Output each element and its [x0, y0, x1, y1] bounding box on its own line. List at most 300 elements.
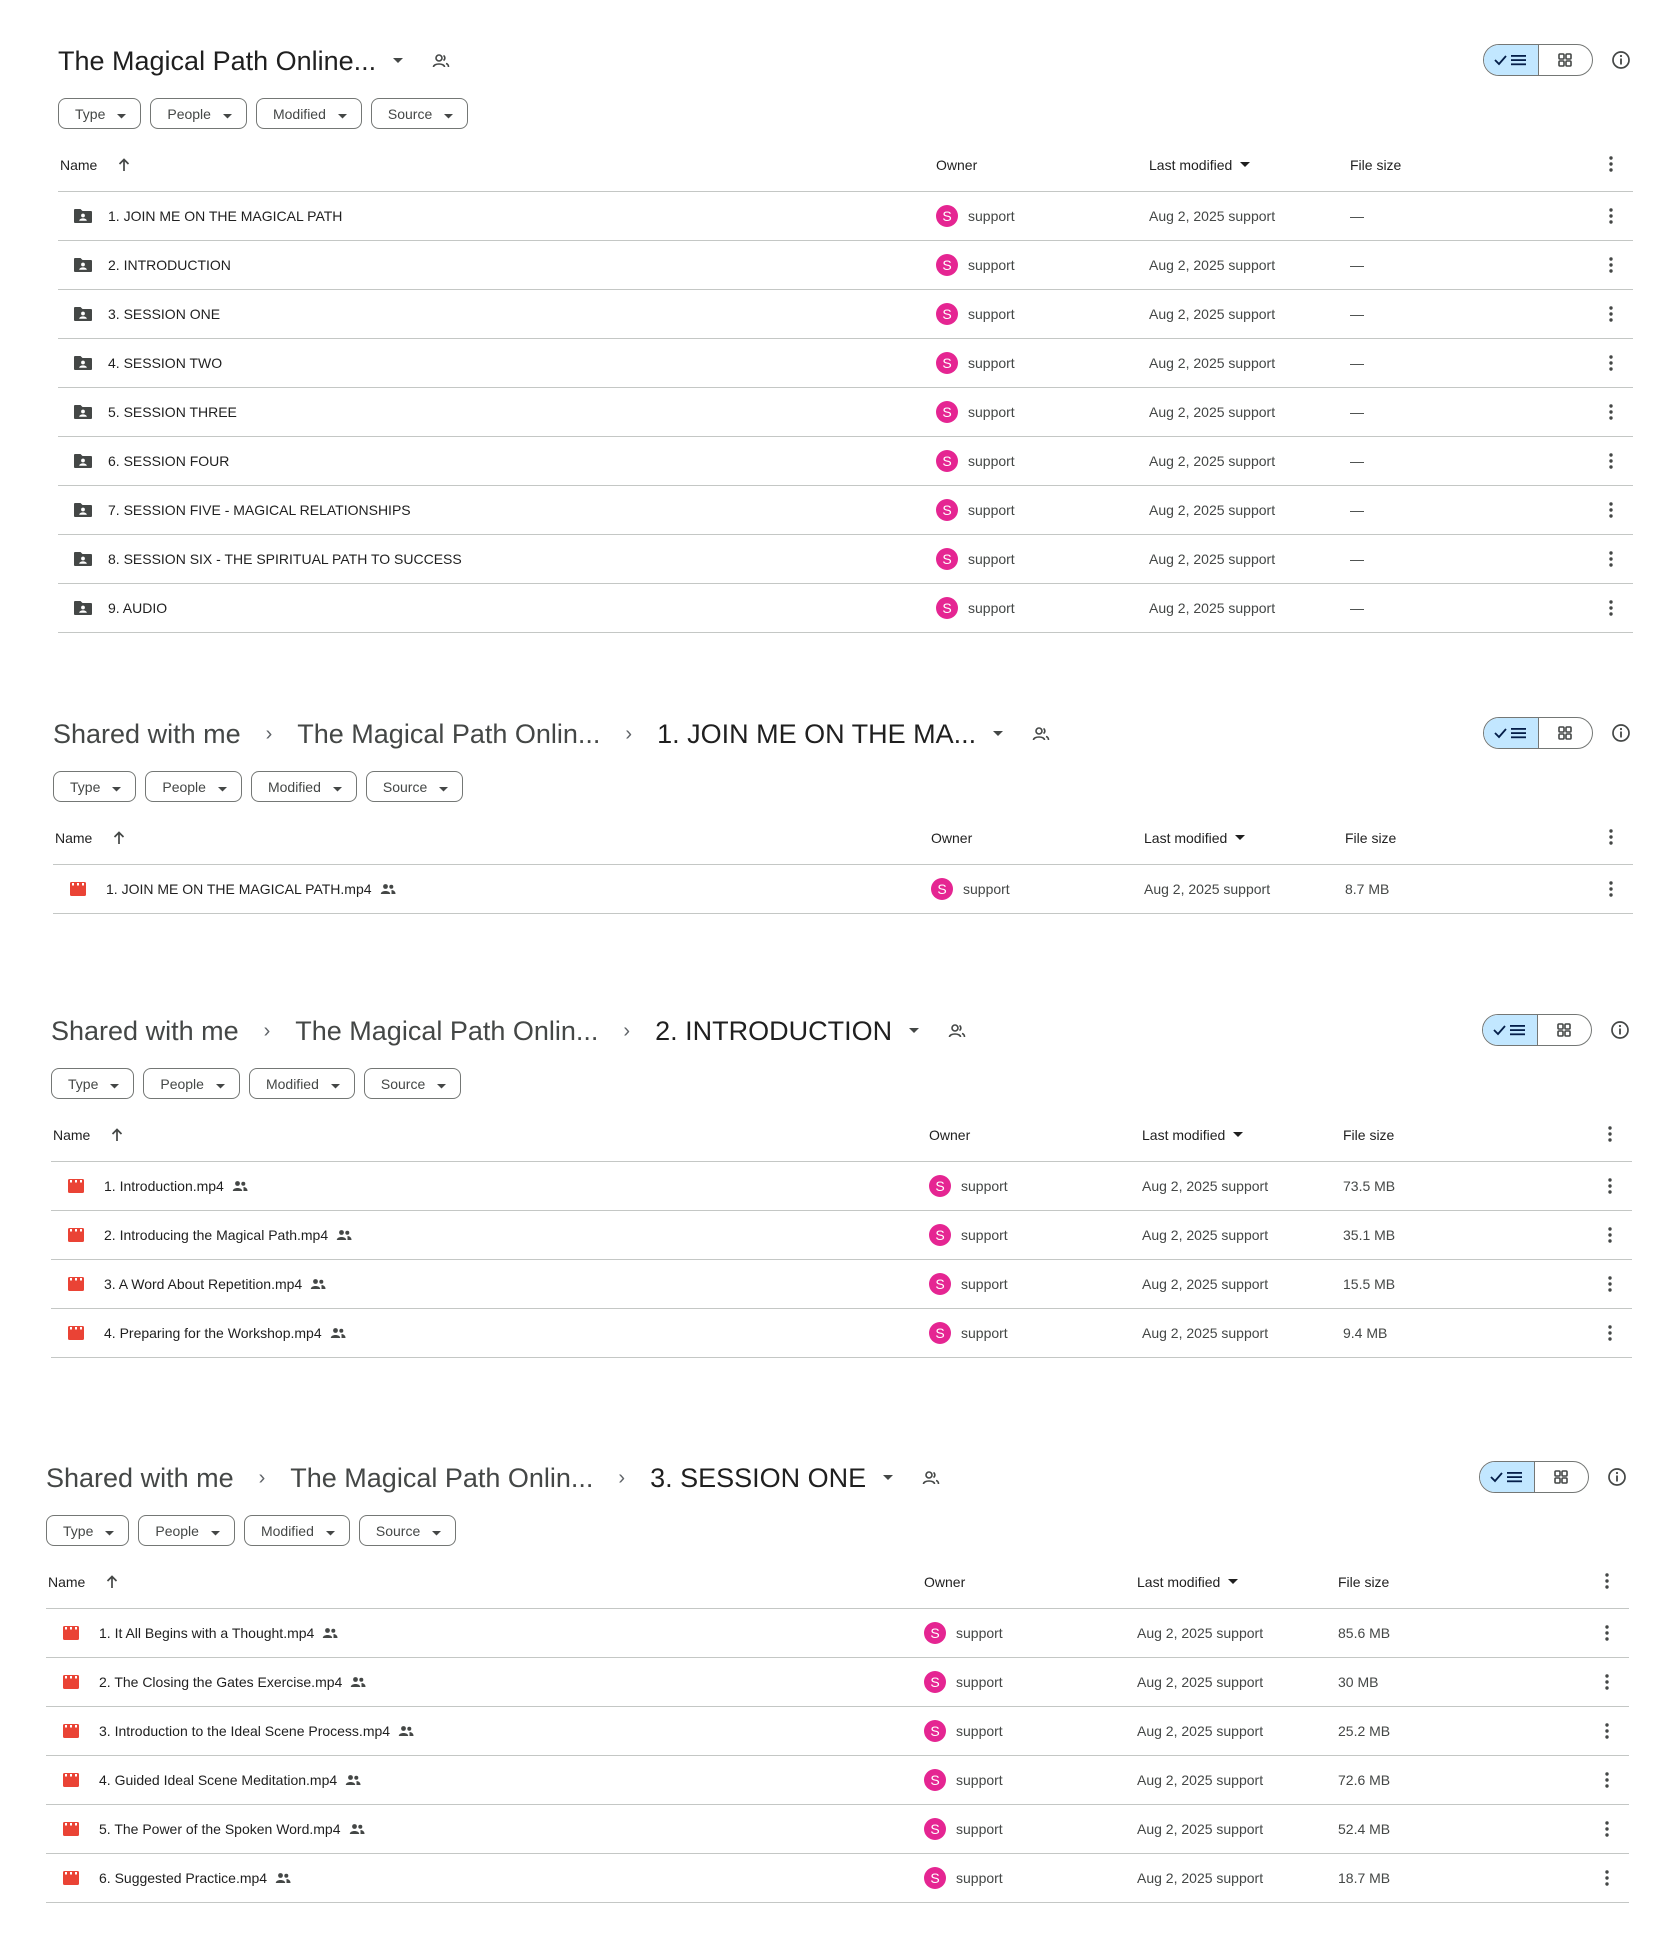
filter-chips: [58, 98, 1633, 130]
last-modified: Aug 2, 2025 support: [1144, 881, 1271, 897]
filter-chip-label: Type: [63, 1522, 94, 1539]
file-row[interactable]: [46, 1707, 1629, 1756]
more-vert-icon[interactable]: [1600, 1260, 1620, 1308]
file-row[interactable]: [46, 1658, 1629, 1707]
last-modified: Aug 2, 2025 support: [1149, 502, 1276, 518]
drive-panel: [58, 40, 1633, 633]
shared-folder-icon: [73, 453, 93, 469]
more-vert-icon[interactable]: [1597, 1756, 1617, 1804]
last-modified: Aug 2, 2025 support: [1137, 1870, 1264, 1886]
last-modified: Aug 2, 2025 support: [1149, 208, 1276, 224]
owner-name: support: [956, 1772, 1003, 1788]
file-size: 85.6 MB: [1338, 1625, 1391, 1641]
view-toggle: [1479, 1461, 1589, 1493]
filter-chip-label: People: [167, 105, 211, 122]
file-name[interactable]: 6. Suggested Practice.mp4: [99, 1870, 268, 1886]
more-vert-icon[interactable]: [1597, 1854, 1617, 1902]
name-cell: [73, 192, 342, 240]
file-name[interactable]: 1. Introduction.mp4: [104, 1178, 224, 1194]
avatar: S: [936, 352, 958, 374]
file-size: 18.7 MB: [1338, 1870, 1391, 1886]
name-cell: [61, 1658, 366, 1706]
name-cell: [61, 1609, 338, 1657]
last-modified: Aug 2, 2025 support: [1149, 257, 1276, 273]
name-cell: [73, 486, 411, 534]
owner-name: support: [968, 551, 1015, 567]
folder-row[interactable]: [58, 535, 1633, 584]
folder-name[interactable]: 7. SESSION FIVE - MAGICAL RELATIONSHIPS: [108, 502, 411, 518]
filter-chip-type[interactable]: [53, 771, 136, 802]
shared-folder-icon: [73, 600, 93, 616]
last-modified: Aug 2, 2025 support: [1137, 1821, 1264, 1837]
owner-cell: [936, 339, 1015, 387]
column-header-label: Last modified: [1142, 1127, 1226, 1143]
name-cell: [73, 388, 237, 436]
avatar: S: [931, 878, 953, 900]
folder-name[interactable]: 6. SESSION FOUR: [108, 453, 230, 469]
last-modified: Aug 2, 2025 support: [1137, 1723, 1264, 1739]
breadcrumb: [46, 1457, 940, 1499]
filter-chip-source[interactable]: [366, 771, 463, 802]
breadcrumb-item[interactable]: Shared with me: [51, 1015, 239, 1046]
file-size: —: [1350, 600, 1364, 616]
owner-name: support: [961, 1178, 1008, 1194]
file-row[interactable]: [53, 865, 1633, 914]
avatar: S: [924, 1818, 946, 1840]
filter-chip-people[interactable]: [143, 1068, 240, 1099]
chevron-down-icon: [432, 1523, 441, 1539]
folder-row[interactable]: [58, 339, 1633, 388]
filter-chip-modified[interactable]: [249, 1068, 355, 1099]
more-vert-icon[interactable]: [1597, 1573, 1617, 1589]
column-header-label: File size: [1345, 830, 1397, 846]
file-name[interactable]: 4. Guided Ideal Scene Meditation.mp4: [99, 1772, 338, 1788]
last-modified: Aug 2, 2025 support: [1149, 404, 1276, 420]
more-vert-icon[interactable]: [1600, 1309, 1620, 1357]
folder-name[interactable]: 4. SESSION TWO: [108, 355, 223, 371]
chevron-down-icon: [112, 779, 121, 795]
last-modified: Aug 2, 2025 support: [1137, 1772, 1264, 1788]
video-file-icon: [62, 1625, 80, 1641]
name-cell: [68, 865, 396, 913]
filter-chip-type[interactable]: [51, 1068, 134, 1099]
file-name[interactable]: 3. Introduction to the Ideal Scene Process.mp4: [99, 1723, 391, 1739]
column-header-label: Owner: [929, 1127, 971, 1143]
shared-people-icon: [350, 1676, 366, 1688]
grid-view-icon[interactable]: [1538, 1015, 1592, 1045]
folder-name[interactable]: 8. SESSION SIX - THE SPIRITUAL PATH TO SUCCESS: [108, 551, 462, 567]
avatar: S: [929, 1175, 951, 1197]
chevron-down-icon: [437, 1076, 446, 1092]
file-size: —: [1350, 306, 1364, 322]
column-header-label: Owner: [931, 830, 973, 846]
folder-row[interactable]: [58, 241, 1633, 290]
file-name[interactable]: 3. A Word About Repetition.mp4: [104, 1276, 303, 1292]
filter-chip-people[interactable]: [145, 771, 242, 802]
filter-chip-type[interactable]: [58, 98, 141, 129]
column-header-label: File size: [1343, 1127, 1395, 1143]
view-toggle: [1483, 717, 1593, 749]
filter-chip-label: People: [160, 1075, 204, 1092]
owner-cell: [931, 865, 1010, 913]
shared-people-icon: [349, 1823, 365, 1835]
column-header-last-modified[interactable]: [1149, 157, 1250, 173]
list-view-icon[interactable]: [1484, 45, 1539, 75]
filter-chip-people[interactable]: [150, 98, 247, 129]
video-file-icon: [62, 1772, 80, 1788]
list-view-icon[interactable]: [1483, 1015, 1538, 1045]
column-header-owner: [936, 157, 977, 173]
shared-folder-icon: [948, 1022, 966, 1040]
shared-folder-icon: [73, 404, 93, 420]
file-size: 52.4 MB: [1338, 1821, 1391, 1837]
file-size: —: [1350, 404, 1364, 420]
chevron-down-icon: [223, 106, 232, 122]
avatar: S: [924, 1622, 946, 1644]
column-header-file-size: [1338, 1574, 1389, 1590]
owner-name: support: [956, 1674, 1003, 1690]
video-file-icon: [69, 881, 87, 897]
filter-chip-label: Type: [70, 778, 101, 795]
column-header-label: Owner: [936, 157, 978, 173]
last-modified: Aug 2, 2025 support: [1149, 355, 1276, 371]
file-row[interactable]: [51, 1260, 1632, 1309]
owner-cell: [936, 486, 1015, 534]
filter-chip-label: Source: [387, 105, 433, 122]
name-cell: [73, 290, 220, 338]
current-folder-title[interactable]: 2. INTRODUCTION: [655, 1015, 893, 1046]
owner-name: support: [968, 600, 1015, 616]
owner-name: support: [968, 404, 1015, 420]
file-name[interactable]: 2. The Closing the Gates Exercise.mp4: [99, 1674, 343, 1690]
folder-row[interactable]: [58, 192, 1633, 241]
info-icon[interactable]: [1608, 1018, 1632, 1042]
owner-name: support: [956, 1723, 1003, 1739]
sort-ascending-icon[interactable]: [117, 158, 131, 172]
more-vert-icon[interactable]: [1601, 486, 1621, 534]
shared-folder-icon: [73, 208, 93, 224]
video-file-icon: [62, 1674, 80, 1690]
column-header-last-modified[interactable]: [1142, 1127, 1243, 1143]
drive-panel: [46, 1457, 1629, 1903]
filter-chips: [51, 1068, 1632, 1100]
more-vert-icon[interactable]: [1600, 1126, 1620, 1142]
sort-menu-caret-icon[interactable]: [1233, 1132, 1243, 1138]
breadcrumb-item[interactable]: The Magical Path Onlin...: [295, 1015, 599, 1046]
sort-menu-caret-icon[interactable]: [1228, 1579, 1238, 1585]
filter-chip-modified[interactable]: [251, 771, 357, 802]
column-header-label: Name: [55, 830, 93, 846]
column-header-label: Name: [60, 157, 98, 173]
shared-people-icon: [380, 883, 396, 895]
view-toggle: [1483, 44, 1593, 76]
owner-name: support: [968, 502, 1015, 518]
breadcrumb-item[interactable]: Shared with me: [46, 1462, 234, 1493]
folder-menu-caret-icon[interactable]: [386, 49, 410, 73]
owner-cell: [924, 1756, 1003, 1804]
breadcrumb-item[interactable]: The Magical Path Onlin...: [297, 718, 601, 749]
chevron-down-icon: [105, 1523, 114, 1539]
owner-cell: [929, 1211, 1008, 1259]
more-vert-icon[interactable]: [1600, 1162, 1620, 1210]
filter-chip-label: Modified: [267, 778, 321, 795]
more-vert-icon[interactable]: [1600, 1211, 1620, 1259]
file-size: 73.5 MB: [1343, 1178, 1396, 1194]
chevron-down-icon: [439, 779, 448, 795]
folder-header: [53, 713, 1633, 755]
folder-header: [58, 40, 1633, 82]
column-header-label: Last modified: [1137, 1574, 1221, 1590]
video-file-icon: [67, 1276, 85, 1292]
chevron-right-icon: ›: [618, 1466, 626, 1489]
table-header: [51, 1109, 1632, 1162]
current-folder-title[interactable]: The Magical Path Online...: [58, 45, 377, 76]
chevron-down-icon: [444, 106, 453, 122]
chevron-down-icon: [333, 779, 342, 795]
column-header-label: Owner: [924, 1574, 966, 1590]
folder-row[interactable]: [58, 388, 1633, 437]
list-view-icon[interactable]: [1480, 1462, 1535, 1492]
video-file-icon: [62, 1723, 80, 1739]
column-header-label: Last modified: [1149, 157, 1233, 173]
info-icon[interactable]: [1609, 721, 1633, 745]
more-vert-icon[interactable]: [1601, 865, 1621, 913]
shared-people-icon: [336, 1229, 352, 1241]
folder-name[interactable]: 2. INTRODUCTION: [108, 257, 231, 273]
avatar: S: [936, 401, 958, 423]
name-cell: [73, 339, 222, 387]
current-folder-title[interactable]: 3. SESSION ONE: [650, 1462, 867, 1493]
owner-cell: [936, 290, 1015, 338]
avatar: S: [924, 1671, 946, 1693]
folder-name[interactable]: 5. SESSION THREE: [108, 404, 237, 420]
folder-menu-caret-icon[interactable]: [876, 1466, 900, 1490]
last-modified: Aug 2, 2025 support: [1142, 1276, 1269, 1292]
folder-name[interactable]: 1. JOIN ME ON THE MAGICAL PATH: [108, 208, 343, 224]
folder-row[interactable]: [58, 486, 1633, 535]
file-size: 30 MB: [1338, 1674, 1379, 1690]
column-header-file-size: [1345, 830, 1396, 846]
view-controls: [1483, 717, 1633, 749]
sort-ascending-icon[interactable]: [112, 831, 126, 845]
folder-row[interactable]: [58, 584, 1633, 633]
avatar: S: [929, 1273, 951, 1295]
column-header-label: File size: [1338, 1574, 1390, 1590]
owner-name: support: [961, 1325, 1008, 1341]
breadcrumb: [51, 1010, 966, 1052]
column-header-name[interactable]: [53, 1127, 124, 1143]
more-vert-icon[interactable]: [1601, 437, 1621, 485]
file-name[interactable]: 5. The Power of the Spoken Word.mp4: [99, 1821, 341, 1837]
owner-cell: [924, 1658, 1003, 1706]
file-size: —: [1350, 355, 1364, 371]
info-icon[interactable]: [1605, 1465, 1629, 1489]
filter-chip-label: People: [162, 778, 206, 795]
view-toggle: [1482, 1014, 1592, 1046]
owner-name: support: [961, 1227, 1008, 1243]
more-vert-icon[interactable]: [1597, 1658, 1617, 1706]
video-file-icon: [67, 1325, 85, 1341]
grid-view-icon[interactable]: [1535, 1462, 1589, 1492]
folder-name[interactable]: 9. AUDIO: [108, 600, 168, 616]
more-vert-icon[interactable]: [1601, 290, 1621, 338]
chevron-down-icon: [326, 1523, 335, 1539]
column-header-name[interactable]: [60, 157, 131, 173]
file-name[interactable]: 1. JOIN ME ON THE MAGICAL PATH.mp4: [106, 881, 372, 897]
file-row[interactable]: [46, 1854, 1629, 1903]
name-cell: [73, 241, 231, 289]
shared-folder-icon: [432, 52, 450, 70]
filter-chip-source[interactable]: [359, 1515, 456, 1546]
column-header-last-modified[interactable]: [1137, 1574, 1238, 1590]
more-vert-icon[interactable]: [1597, 1805, 1617, 1853]
file-size: 35.1 MB: [1343, 1227, 1396, 1243]
column-header-label: Name: [48, 1574, 86, 1590]
file-size: —: [1350, 502, 1364, 518]
sort-ascending-icon[interactable]: [105, 1575, 119, 1589]
current-folder-title[interactable]: 1. JOIN ME ON THE MA...: [657, 718, 977, 749]
avatar: S: [936, 450, 958, 472]
table-header: [58, 139, 1633, 192]
last-modified: Aug 2, 2025 support: [1142, 1227, 1269, 1243]
owner-cell: [924, 1609, 1003, 1657]
column-header-label: File size: [1350, 157, 1402, 173]
filter-chip-source[interactable]: [364, 1068, 461, 1099]
file-size: 9.4 MB: [1343, 1325, 1388, 1341]
owner-name: support: [968, 208, 1015, 224]
filter-chip-label: Source: [380, 1075, 426, 1092]
video-file-icon: [67, 1178, 85, 1194]
list-view-icon[interactable]: [1484, 718, 1539, 748]
more-vert-icon[interactable]: [1601, 156, 1621, 172]
filter-chip-label: Source: [375, 1522, 421, 1539]
avatar: S: [936, 254, 958, 276]
chevron-right-icon: ›: [258, 1466, 266, 1489]
view-controls: [1482, 1014, 1632, 1046]
folder-menu-caret-icon[interactable]: [986, 722, 1010, 746]
owner-cell: [924, 1854, 1003, 1902]
avatar: S: [936, 303, 958, 325]
more-vert-icon[interactable]: [1597, 1609, 1617, 1657]
file-size: —: [1350, 257, 1364, 273]
column-header-owner: [929, 1127, 970, 1143]
breadcrumb-item[interactable]: Shared with me: [53, 718, 241, 749]
last-modified: Aug 2, 2025 support: [1142, 1325, 1269, 1341]
folder-row[interactable]: [58, 290, 1633, 339]
owner-name: support: [968, 257, 1015, 273]
more-vert-icon[interactable]: [1601, 584, 1621, 632]
file-row[interactable]: [46, 1756, 1629, 1805]
file-name[interactable]: 1. It All Begins with a Thought.mp4: [99, 1625, 315, 1641]
more-vert-icon[interactable]: [1597, 1707, 1617, 1755]
shared-people-icon: [398, 1725, 414, 1737]
sort-menu-caret-icon[interactable]: [1235, 835, 1245, 841]
name-cell: [61, 1707, 414, 1755]
file-row[interactable]: [51, 1309, 1632, 1358]
view-controls: [1483, 44, 1633, 76]
folder-row[interactable]: [58, 437, 1633, 486]
shared-folder-icon: [73, 257, 93, 273]
table-header: [53, 812, 1633, 865]
owner-cell: [936, 388, 1015, 436]
file-name[interactable]: 2. Introducing the Magical Path.mp4: [104, 1227, 329, 1243]
filter-chip-type[interactable]: [46, 1515, 129, 1546]
folder-menu-caret-icon[interactable]: [902, 1019, 926, 1043]
name-cell: [73, 584, 167, 632]
last-modified: Aug 2, 2025 support: [1137, 1625, 1264, 1641]
column-header-name[interactable]: [55, 830, 126, 846]
more-vert-icon[interactable]: [1601, 241, 1621, 289]
name-cell: [66, 1260, 326, 1308]
owner-name: support: [968, 355, 1015, 371]
file-row[interactable]: [51, 1211, 1632, 1260]
name-cell: [66, 1309, 346, 1357]
avatar: S: [924, 1867, 946, 1889]
column-header-name[interactable]: [48, 1574, 119, 1590]
folder-name[interactable]: 3. SESSION ONE: [108, 306, 221, 322]
shared-people-icon: [330, 1327, 346, 1339]
breadcrumb: [53, 713, 1050, 755]
grid-view-icon[interactable]: [1539, 45, 1593, 75]
info-icon[interactable]: [1609, 48, 1633, 72]
sort-menu-caret-icon[interactable]: [1240, 162, 1250, 168]
shared-folder-icon: [73, 551, 93, 567]
file-size: 25.2 MB: [1338, 1723, 1391, 1739]
file-size: —: [1350, 551, 1364, 567]
chevron-down-icon: [216, 1076, 225, 1092]
file-size: 72.6 MB: [1338, 1772, 1391, 1788]
more-vert-icon[interactable]: [1601, 388, 1621, 436]
column-header-last-modified[interactable]: [1144, 830, 1245, 846]
breadcrumb: [58, 40, 450, 82]
more-vert-icon[interactable]: [1601, 535, 1621, 583]
filter-chip-modified[interactable]: [244, 1515, 350, 1546]
filter-chip-label: Source: [382, 778, 428, 795]
breadcrumb-item[interactable]: The Magical Path Onlin...: [290, 1462, 594, 1493]
file-row[interactable]: [51, 1162, 1632, 1211]
grid-view-icon[interactable]: [1539, 718, 1593, 748]
filter-chip-source[interactable]: [371, 98, 468, 129]
shared-people-icon: [310, 1278, 326, 1290]
more-vert-icon[interactable]: [1601, 339, 1621, 387]
name-cell: [61, 1854, 291, 1902]
more-vert-icon[interactable]: [1601, 192, 1621, 240]
owner-cell: [936, 535, 1015, 583]
owner-cell: [936, 584, 1015, 632]
owner-cell: [936, 192, 1015, 240]
column-header-file-size: [1350, 157, 1401, 173]
last-modified: Aug 2, 2025 support: [1149, 600, 1276, 616]
avatar: S: [929, 1322, 951, 1344]
file-name[interactable]: 4. Preparing for the Workshop.mp4: [104, 1325, 322, 1341]
chevron-down-icon: [117, 106, 126, 122]
owner-cell: [936, 437, 1015, 485]
filter-chips: [53, 771, 1633, 803]
filter-chip-label: Modified: [265, 1075, 319, 1092]
drive-panel: [53, 713, 1633, 914]
filter-chip-people[interactable]: [138, 1515, 235, 1546]
more-vert-icon[interactable]: [1601, 829, 1621, 845]
folder-header: [51, 1010, 1632, 1052]
sort-ascending-icon[interactable]: [110, 1128, 124, 1142]
owner-cell: [929, 1309, 1008, 1357]
file-row[interactable]: [46, 1609, 1629, 1658]
file-row[interactable]: [46, 1805, 1629, 1854]
column-header-label: Name: [53, 1127, 91, 1143]
filter-chip-modified[interactable]: [256, 98, 362, 129]
chevron-down-icon: [331, 1076, 340, 1092]
avatar: S: [936, 499, 958, 521]
